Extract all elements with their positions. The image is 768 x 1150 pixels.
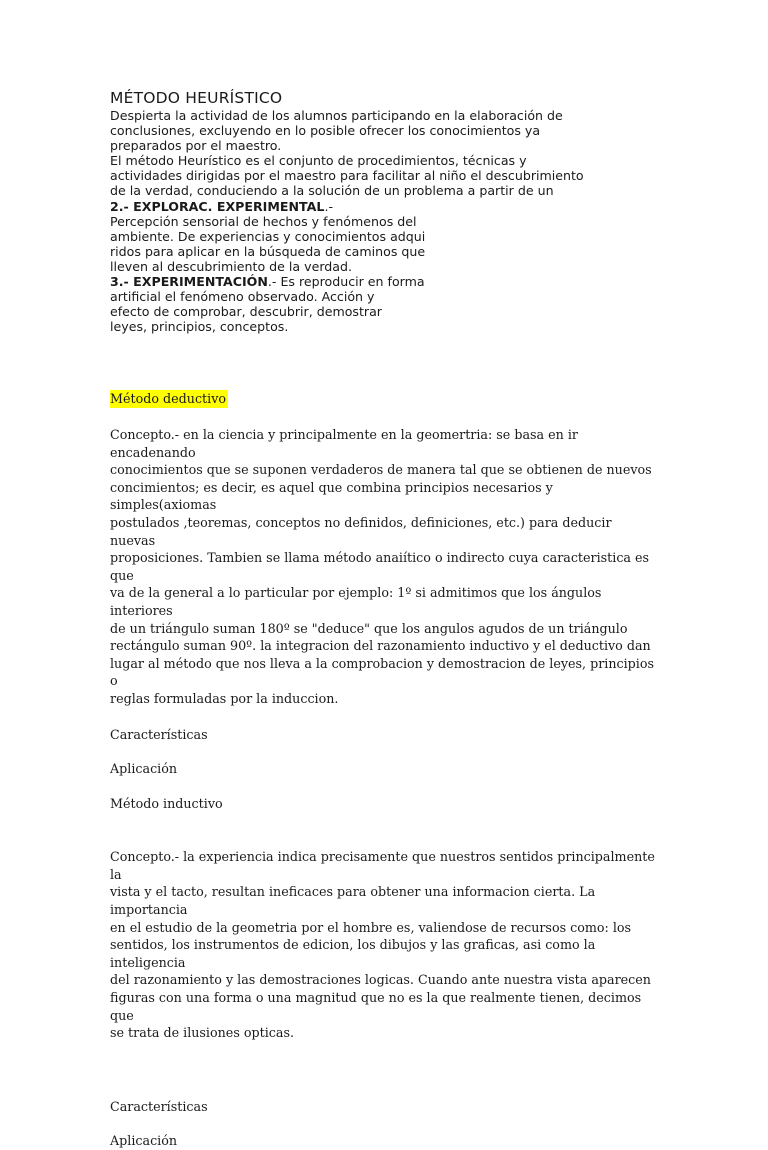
text-line: Concepto.- la experiencia indica precisamente que nuestros sentidos principalmente la bbox=[110, 849, 655, 882]
deductive-concept bbox=[110, 426, 655, 708]
heuristic-intro bbox=[110, 108, 655, 199]
spacer bbox=[110, 408, 655, 426]
inductive-section bbox=[110, 795, 655, 1150]
step-3-heading: 3.- EXPERIMENTACIÓN bbox=[110, 274, 268, 290]
deductive-heading: Método deductivo bbox=[110, 391, 227, 407]
spacer bbox=[110, 778, 655, 795]
text-line: conocimientos que se suponen verdaderos de manera tal que se obtienen de nuevos bbox=[110, 462, 652, 478]
text-line: preparados por el maestro. bbox=[110, 138, 282, 154]
text-line: postulados ,teoremas, conceptos no definidos, definiciones, etc.) para deducir nuevas bbox=[110, 514, 612, 548]
step-3-heading-line bbox=[110, 274, 440, 289]
text-line: va de la general a lo particular por ejemplo: 1º si admitimos que los ángulos interiores bbox=[110, 585, 602, 618]
inductive-characteristics: Características bbox=[110, 1098, 208, 1114]
text-line: ridos para aplicar en la búsqueda de caminos que bbox=[110, 243, 426, 259]
text-line: proposiciones. Tambien se llama método anaiítico o indirecto cuya caracteristica es que bbox=[110, 550, 650, 583]
text-line: Despierta la actividad de los alumnos participando en la elaboración de bbox=[110, 108, 563, 123]
text-line: del razonamiento y las demostraciones logicas. Cuando ante nuestra vista aparecen bbox=[110, 972, 651, 988]
text-line: efecto de comprobar, descubrir, demostrar bbox=[110, 304, 382, 320]
deductive-heading-line bbox=[110, 390, 655, 408]
step-3-block bbox=[110, 274, 440, 334]
text-line: en el estudio de la geometria por el hombre es, valiendose de recursos como: los bbox=[110, 919, 632, 935]
deductive-application: Aplicación bbox=[110, 761, 178, 777]
text-line: Percepción sensorial de hechos y fenómenos del bbox=[110, 213, 417, 229]
step-3-first-text: .- Es reproducir en forma bbox=[267, 274, 425, 290]
inductive-heading: Método inductivo bbox=[110, 795, 223, 811]
heuristic-section bbox=[110, 89, 655, 334]
text-line: lugar al método que nos lleva a la comprobacion y demostracion de leyes, principios o bbox=[110, 655, 654, 689]
text-line: El método Heurístico es el conjunto de procedimientos, técnicas y bbox=[110, 153, 527, 169]
text-line: lleven al descubrimiento de la verdad. bbox=[110, 258, 353, 274]
spacer bbox=[110, 1115, 655, 1132]
spacer bbox=[110, 334, 655, 390]
text-line: conclusiones, excluyendo en lo posible ofrecer los conocimientos ya bbox=[110, 123, 541, 139]
text-line: se trata de ilusiones opticas. bbox=[110, 1025, 294, 1041]
text-line: artificial el fenómeno observado. Acción y bbox=[110, 289, 375, 305]
text-line: sentidos, los instrumentos de edicion, los dibujos y las graficas, asi como la inteligencia bbox=[110, 937, 596, 970]
spacer bbox=[110, 812, 655, 848]
step-2-heading: 2.- EXPLORAC. EXPERIMENTAL bbox=[110, 198, 325, 214]
step-2-block bbox=[110, 199, 440, 274]
text-line: de un triángulo suman 180º se "deduce" que los angulos agudos de un triángulo bbox=[110, 620, 628, 636]
deductive-section bbox=[110, 390, 655, 777]
text-line: vista y el tacto, resultan ineficaces para obtener una informacion cierta. La importancia bbox=[110, 884, 596, 918]
step-2-suffix: .- bbox=[324, 198, 333, 214]
document-page bbox=[110, 89, 655, 1150]
text-line: figuras con una forma o una magnitud que no es la que realmente tienen, decimos que bbox=[110, 990, 642, 1023]
text-line: actividades dirigidas por el maestro para facilitar al niño el descubrimiento bbox=[110, 168, 584, 184]
text-line: de la verdad, conduciendo a la solución de un problema a partir de un bbox=[110, 183, 554, 199]
text-line: concimientos; es decir, es aquel que combina principios necesarios y simples(axiomas bbox=[110, 479, 553, 513]
text-line: reglas formuladas por la induccion. bbox=[110, 690, 339, 706]
heuristic-title: MÉTODO HEURÍSTICO bbox=[110, 89, 283, 107]
spacer bbox=[110, 1042, 655, 1098]
spacer bbox=[110, 743, 655, 760]
spacer bbox=[110, 708, 655, 726]
inductive-concept bbox=[110, 848, 655, 1042]
text-line: Concepto.- en la ciencia y principalmente en la geomertria: se basa en ir encadenando bbox=[110, 427, 578, 460]
deductive-characteristics: Características bbox=[110, 726, 208, 742]
text-line: ambiente. De experiencias y conocimientos adqui bbox=[110, 228, 426, 244]
text-line: rectángulo suman 90º. la integracion del razonamiento inductivo y el deductivo dan bbox=[110, 638, 651, 654]
step-2-heading-line bbox=[110, 199, 440, 214]
text-line: leyes, principios, conceptos. bbox=[110, 319, 289, 335]
inductive-application: Aplicación bbox=[110, 1133, 178, 1149]
